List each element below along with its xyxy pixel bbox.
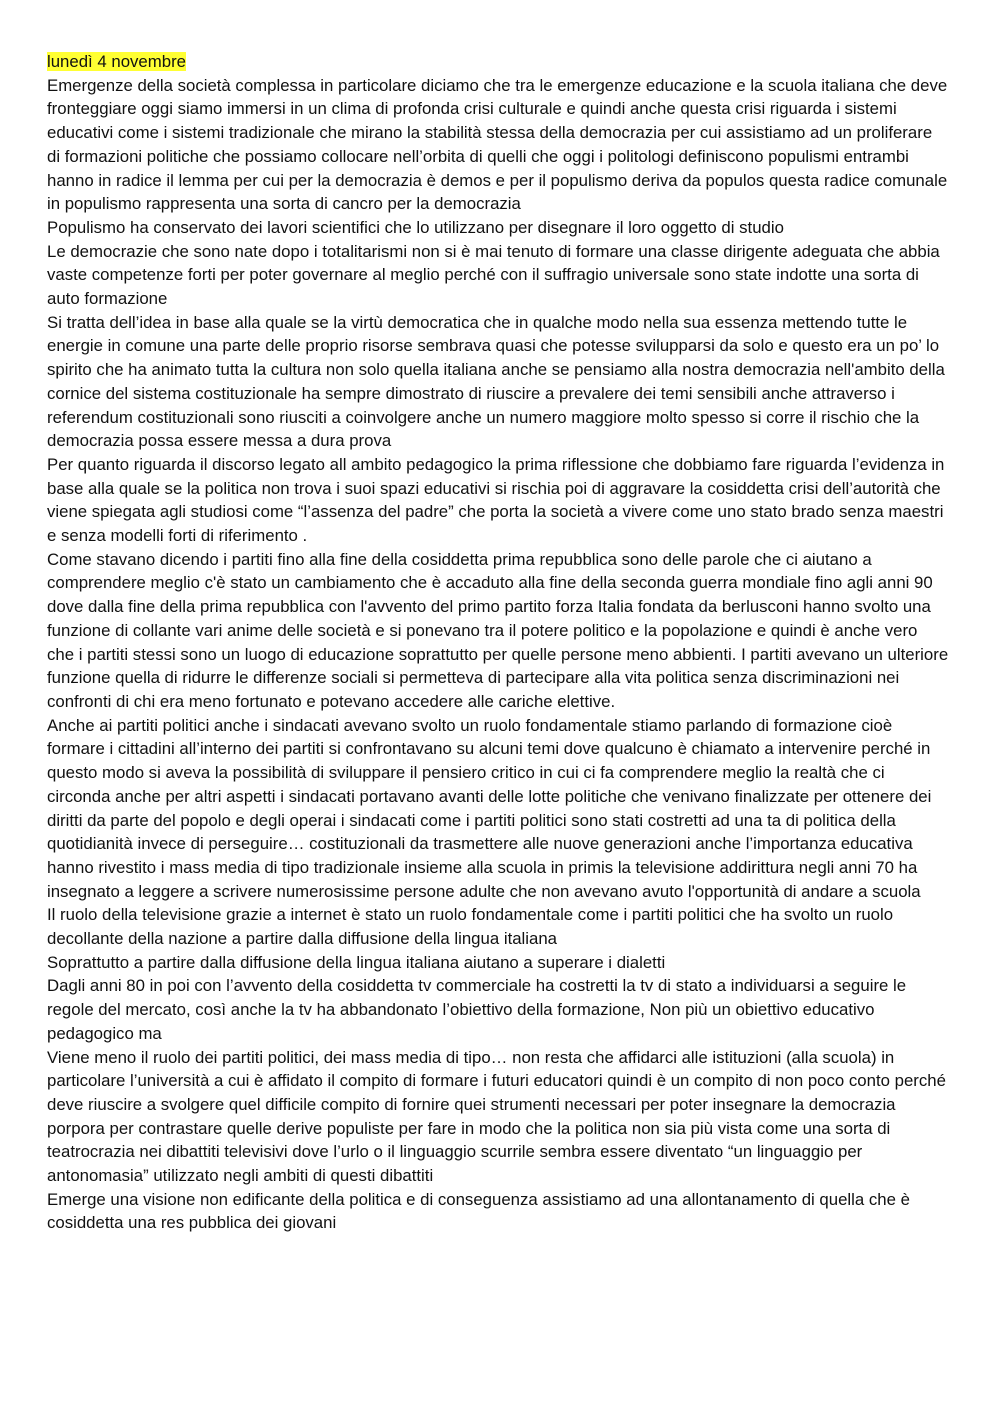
paragraph-9: Soprattutto a partire dalla diffusione della lingua italiana aiutano a superare i dialetti bbox=[47, 952, 666, 972]
paragraph-7: Anche ai partiti politici anche i sindacati avevano svolto un ruolo fondamentale stiamo parlando di formazione cioè formare i cittadini all’interno dei partiti si confrontavano su alcuni temi dove qualcuno è chiamato a intervenire perché in questo modo si aveva la possibilità di sviluppare il pensiero critico in cui ci fa comprendere meglio la realtà che ci circonda anche per altri aspetti i sindacati portavano avanti delle lotte politiche che venivano finalizzate per ottenere dei diritti da parte del popolo e degli operai i sindacati come i partiti politici sono stati costretti ad una ta di politica della quotidianità invece di perseguire… costituzionali da trasmettere alle nuove generazioni anche l’importanza educativa hanno rivestito i mass media di tipo tradizionale insieme alla scuola in primis la televisione addirittura negli anni 70 ha insegnato a leggere a scrivere numerosissime persone adulte che non avevano avuto l'opportunità di andare a scuola bbox=[47, 715, 932, 901]
document-page bbox=[47, 50, 949, 1235]
paragraph-12: Emerge una visione non edificante della politica e di conseguenza assistiamo ad una allontanamento di quella che è cosiddetta una res pubblica dei giovani bbox=[47, 1189, 910, 1233]
date-heading-line bbox=[47, 50, 949, 74]
paragraph-10: Dagli anni 80 in poi con l’avvento della cosiddetta tv commerciale ha costretti la tv di stato a individuarsi a seguire le regole del mercato, così anche la tv ha abbandonato l’obiettivo della formazione, Non più un obiettivo educativo pedagogico ma bbox=[47, 976, 907, 1043]
date-heading: lunedì 4 novembre bbox=[47, 52, 187, 71]
paragraph-1: Emergenze della società complessa in particolare diciamo che tra le emergenze educazione e la scuola italiana che deve fronteggiare oggi siamo immersi in un clima di profonda crisi culturale e quindi anche questa crisi riguarda i sistemi educativi come i sistemi tradizionale che mirano la stabilità stessa della democrazia per cui assistiamo ad un proliferare di formazioni politiche che possiamo collocare nell’orbita di quelli che oggi i politologi definiscono populismi entrambi hanno in radice il lemma per cui per la democrazia è demos e per il populismo deriva da populos questa radice comunale in populismo rappresenta una sorta di cancro per la democrazia bbox=[47, 75, 948, 214]
paragraph-3: Le democrazie che sono nate dopo i totalitarismi non si è mai tenuto di formare una classe dirigente adeguata che abbia vaste competenze forti per poter governare al meglio perché con il suffragio universale sono state indotte una sorta di auto formazione bbox=[47, 241, 940, 309]
paragraph-8: Il ruolo della televisione grazie a internet è stato un ruolo fondamentale come i partiti politici che ha svolto un ruolo decollante della nazione a partire dalla diffusione della lingua italiana bbox=[47, 905, 894, 949]
paragraph-5: Per quanto riguarda il discorso legato all ambito pedagogico la prima riflessione che dobbiamo fare riguarda l’evidenza in base alla quale se la politica non trova i suoi spazi educativi si rischia poi di aggravare la cosiddetta crisi dell’autorità che viene spiegata agli studiosi come “l’assenza del padre” che porta la società a vivere come uno stato brado senza maestri e senza modelli forti di riferimento . bbox=[47, 454, 945, 546]
paragraph-2: Populismo ha conservato dei lavori scientifici che lo utilizzano per disegnare il loro oggetto di studio bbox=[47, 217, 784, 237]
paragraph-6: Come stavano dicendo i partiti fino alla fine della cosiddetta prima repubblica sono delle parole che ci aiutano a comprendere meglio c'è stato un cambiamento che è accaduto alla fine della seconda guerra mondiale fino agli anni 90 dove dalla fine della prima repubblica con l'avvento del primo partito forza Italia fondata da berlusconi hanno svolto una funzione di collante vari anime delle società e si ponevano tra il potere politico e la popolazione e quindi è anche vero che i partiti stessi sono un luogo di educazione soprattutto per quelle persone meno abbienti. I partiti avevano un ulteriore funzione quella di ridurre le differenze sociali si permetteva di partecipare alla vita politica senza discriminazioni nei confronti di chi era meno fortunato e potevano accedere alle cariche elettive. bbox=[47, 549, 949, 711]
paragraph-4: Si tratta dell’idea in base alla quale se la virtù democratica che in qualche modo nella sua essenza mettendo tutte le energie in comune una parte delle proprio risorse sembrava quasi che potesse svilupparsi da solo e questo era un po’ lo spirito che ha animato tutta la cultura non solo quella italiana anche se pensiamo alla nostra democrazia nell'ambito della cornice del sistema costituzionale ha sempre dimostrato di riuscire a prevalere dei temi sensibili anche attraverso i referendum costituzionali sono riusciti a coinvolgere anche un numero maggiore molto spesso si corre il rischio che la democrazia possa essere messa a dura prova bbox=[47, 312, 945, 451]
paragraph-11: Viene meno il ruolo dei partiti politici, dei mass media di tipo… non resta che affidarci alle istituzioni (alla scuola) in particolare l’università a cui è affidato il compito di formare i futuri educatori quindi è un compito di non poco conto perché deve riuscire a svolgere quel difficile compito di fornire quei strumenti necessari per poter insegnare la democrazia porpora per contrastare quelle derive populiste per fare in modo che la politica non sia più vista come una sorta di teatrocrazia nei dibattiti televisivi dove l’urlo o il linguaggio scurrile sembra essere diventato “un linguaggio per antonomasia” utilizzato negli ambiti di questi dibattiti bbox=[47, 1047, 946, 1186]
